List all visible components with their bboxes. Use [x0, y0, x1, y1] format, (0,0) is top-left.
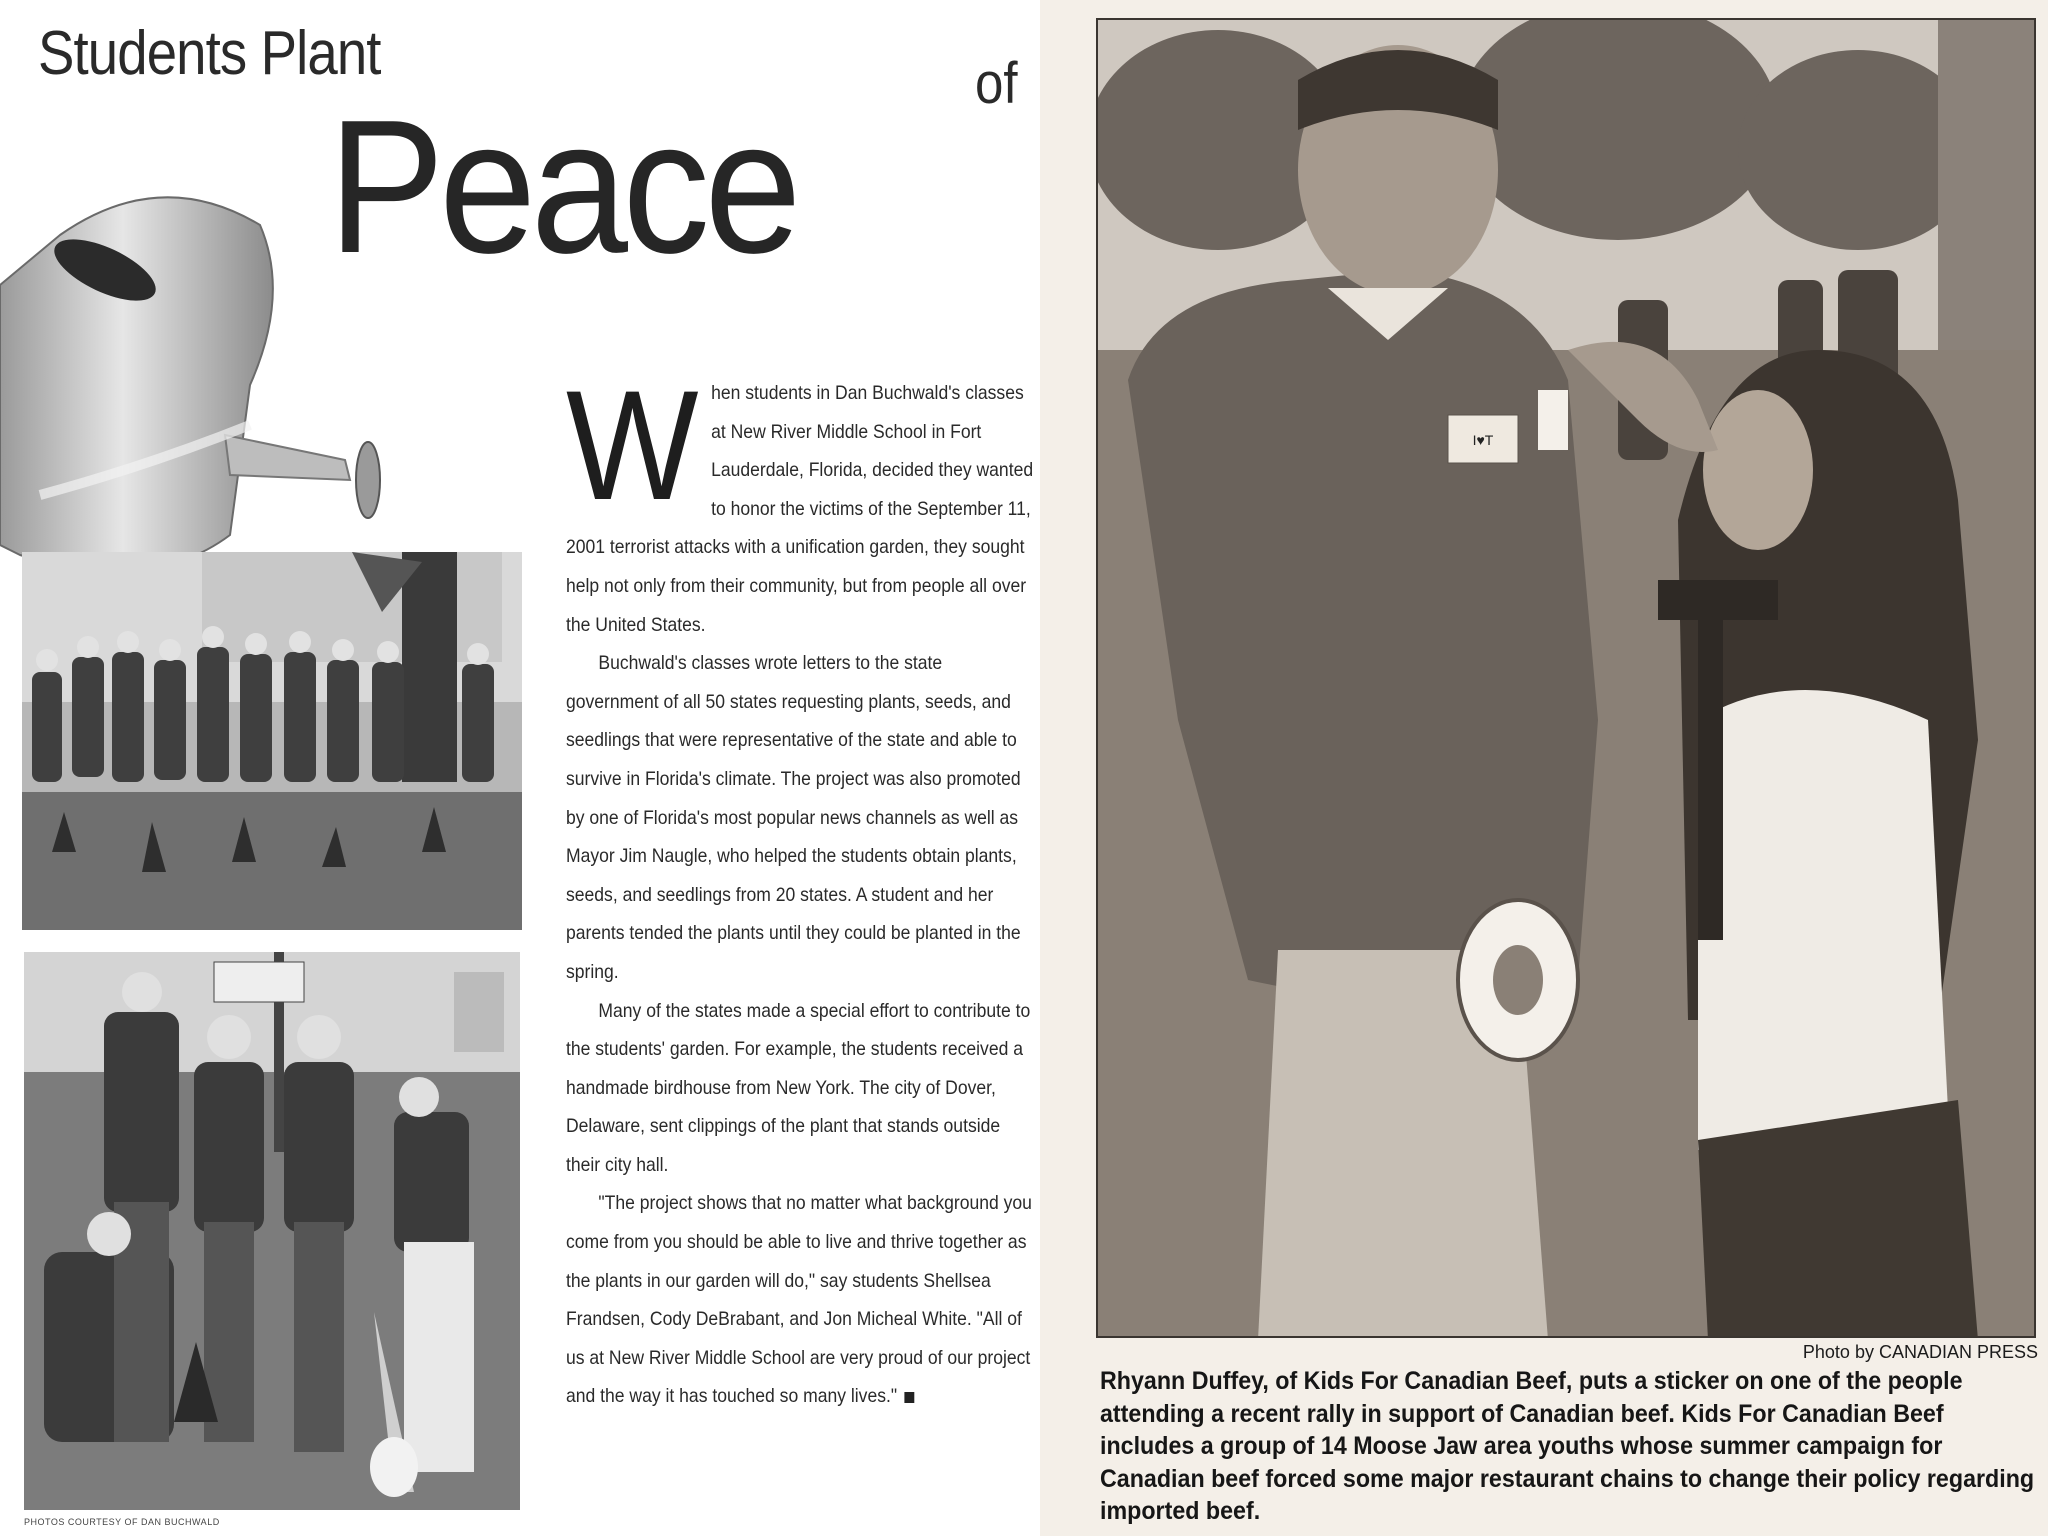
name-badge-text: I♥T	[1472, 432, 1494, 448]
photo-students-planting	[24, 952, 520, 1510]
article-paragraph: Many of the states made a special effort to contribute to the students' garden. For example, the students received a handmade birdhouse from New York. The city of Dover, Delaware, sent clippings of the plant that stands outside their city hall.	[566, 999, 1031, 1176]
article-body	[566, 359, 1040, 1416]
photo-credit-right: Photo by CANADIAN PRESS	[1802, 1342, 2038, 1362]
article-paragraph: hen students in Dan Buchwald's classes at New River Middle School in Fort Lauderdale, Florida, decided they wanted to honor the victims of the September 11, 2001 terrorist attacks with a unification garden, they sought help not only from their community, but from people all over the United States.	[566, 382, 1034, 636]
headline-line1: Students Plant	[38, 19, 381, 88]
headline-peace: Peace	[328, 81, 797, 293]
drop-cap: W	[566, 359, 695, 533]
article-paragraph: Buchwald's classes wrote letters to the state government of all 50 states requesting plants, seeds, and seedlings that were representative of the state and able to survive in Florida's climate. The project was also promoted by one of Florida's most popular news channels as well as Mayor Jim Naugle, who helped the students obtain plants, seeds, and seedlings from 20 states. A student and her parents tended the plants until they could be planted in the spring.	[566, 652, 1021, 983]
photo-credit-left: PHOTOS COURTESY OF DAN BUCHWALD	[24, 1517, 220, 1527]
photo-caption	[1100, 1365, 2040, 1528]
photo-students-garden-group	[22, 552, 522, 930]
end-mark-icon	[904, 1392, 914, 1403]
right-clipping	[1040, 0, 2048, 1536]
article-paragraph: "The project shows that no matter what background you come from you should be able to live and thrive together as the plants in our garden will do," say students Shellsea Frandsen, Cody DeBrabant, and Jon Micheal White. "All of us at New River Middle School are very proud of our project and the way it has touched so many lives."	[566, 1192, 1032, 1408]
caption-text: Rhyann Duffey, of Kids For Canadian Beef, puts a sticker on one of the people attending a recent rally in support of Canadian beef. Kids For Canadian Beef includes a group of 14 Moose Jaw area youths whose summer campaign for Canadian beef forced some major restaurant chains to change their policy regarding imported beef.	[1100, 1367, 2035, 1525]
headline-of: of	[975, 51, 1018, 116]
photo-rally-sticker	[1096, 18, 2036, 1338]
